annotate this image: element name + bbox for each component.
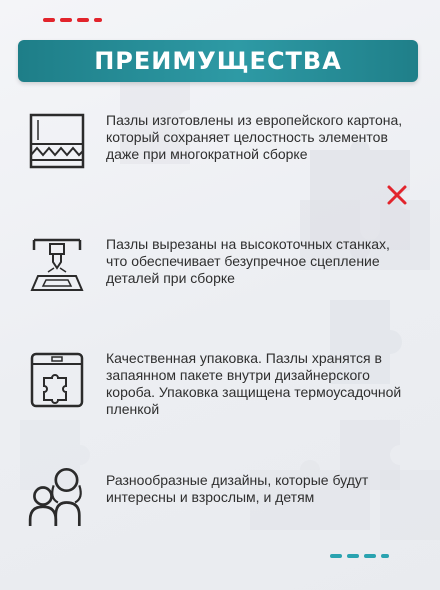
feature-text: Разнообразные дизайны, которые будут интересны и взрослым, и детям bbox=[106, 472, 369, 505]
feature-item bbox=[28, 112, 420, 170]
decorative-dashes-top bbox=[43, 18, 103, 24]
family-icon bbox=[28, 464, 90, 526]
title-banner bbox=[18, 40, 418, 82]
sealed-package-icon bbox=[28, 350, 86, 408]
feature-text: Пазлы вырезаны на высокоточных станках, что обеспечивает безупречное сцепление деталей при сборке bbox=[106, 236, 390, 286]
cardboard-layers-icon bbox=[28, 112, 86, 170]
feature-item bbox=[28, 236, 420, 294]
feature-text: Пазлы изготовлены из европейского картона, который сохраняет целостность элементов даже при многократной сборке bbox=[106, 112, 403, 162]
close-icon[interactable] bbox=[386, 184, 408, 206]
cnc-machine-icon bbox=[28, 236, 86, 294]
feature-item bbox=[28, 350, 420, 418]
feature-item bbox=[28, 472, 420, 526]
page-title: ПРЕИМУЩЕСТВА bbox=[94, 47, 342, 75]
decorative-dashes-bottom bbox=[330, 554, 390, 560]
feature-text: Качественная упаковка. Пазлы хранятся в запаянном пакете внутри дизайнерского короба. Упаковка защищена термоусадочной пленкой bbox=[106, 350, 402, 417]
